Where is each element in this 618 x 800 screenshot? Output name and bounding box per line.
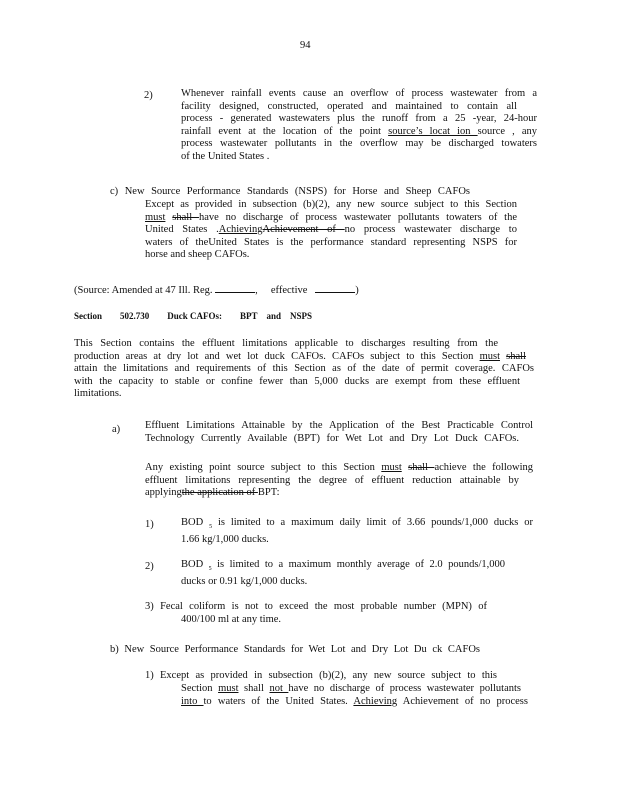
limit-3 (145, 601, 487, 626)
text-line: Except as provided in subsection (b)(2), any new source subject to this Section (145, 199, 517, 210)
subsection-a-paragraph (145, 462, 533, 500)
subsection-c-paragraph (145, 199, 517, 262)
limit-2 (181, 559, 505, 588)
text-line: Whenever rainfall events cause an overflow of process wastewater from a (181, 88, 537, 99)
text-line: process - generated wastewaters plus the runoff from a 25 -year, 24-hour (181, 113, 537, 125)
text-line: Section must shall not have no discharge of process wastewater pollutants (181, 683, 521, 694)
text-line: of the United States . (181, 150, 270, 162)
text-line: rainfall event at the location of the point source’s locat ion source , any (181, 125, 537, 137)
text-line: 3) Fecal coliform is not to exceed the most probable number (MPN) of (145, 601, 487, 612)
text-line: BOD $_5$ is limited to a maximum monthly average of 2.0 pounds/1,000 (181, 559, 506, 573)
item-number: 2) (144, 90, 153, 101)
subsection-a-label: a) (112, 424, 121, 435)
limit-number: 2) (145, 561, 154, 572)
text-line: production areas at dry lot and wet lot duck CAFOs. CAFOs subject to this Section must shall (74, 350, 527, 362)
source-note: (Source: Amended at 47 Ill. Reg. , effective ) (74, 282, 359, 298)
text-line: limitations. (74, 388, 122, 400)
limit-number: 1) (145, 519, 154, 530)
page-number: 94 (300, 40, 311, 51)
text-line: horse and sheep CAFOs. (145, 249, 250, 261)
limit-1 (181, 517, 533, 546)
subsection-c-heading: c) New Source Performance Standards (NSPS) for Horse and Sheep CAFOs (110, 186, 470, 197)
blank-line (215, 282, 255, 293)
text-line: with the capacity to stable or confine fewer than 5,000 ducks are exempt from these effluent (74, 375, 520, 387)
text-line: effluent limitations representing the degree of effluent reduction attainable by (145, 474, 519, 486)
text-line: applyingthe application of BPT: (145, 487, 280, 499)
text-line: 400/100 ml at any time. (181, 613, 282, 625)
text-line: must shall have no discharge of process wastewater pollutants towaters of the (145, 211, 517, 223)
subsection-b-item-1 (145, 670, 497, 683)
text-line: into to waters of the United States. Achieving Achievement of no process (181, 695, 528, 707)
blank-line (315, 282, 355, 293)
subsection-b-item-1-cont (181, 683, 528, 708)
text-line: 1.66 kg/1,000 ducks. (181, 533, 269, 545)
text-line: facility designed, constructed, operated and maintained to contain all (181, 100, 517, 112)
text-line: attain the limitations and requirements of this Section as of the date of permit coverage. CAFOs (74, 363, 534, 375)
item-2-paragraph (181, 88, 537, 164)
text-line: BOD $_5$ is limited to a maximum daily limit of 3.66 pounds/1,000 ducks or (181, 517, 533, 531)
underlined-text: source’s locat ion (388, 125, 478, 137)
subsection-a-heading: Effluent Limitations Attainable by the Application of the Best Practicable Control Technology Currently Available (BPT) for Wet Lot and Dry Lot Duck CAFOs. (145, 420, 533, 444)
text-line: Any existing point source subject to this Section must shall achieve the following (145, 462, 534, 473)
text-line: process wastewater pollutants in the overflow may be discharged towaters (181, 138, 537, 150)
text-line: United States .AchievingAchievement of no process wastewater discharge to (145, 224, 517, 236)
text-line: ducks or 0.91 kg/1,000 ducks. (181, 575, 308, 587)
text-line: This Section contains the effluent limitations applicable to discharges resulting from the (74, 338, 498, 349)
text-line: waters of theUnited States is the performance standard representing NSPS for (145, 236, 517, 248)
subsection-b-heading: b) New Source Performance Standards for Wet Lot and Dry Lot Du ck CAFOs (110, 644, 480, 655)
text-line: 1) Except as provided in subsection (b)(2), any new source subject to this (145, 670, 497, 681)
intro-paragraph (74, 338, 534, 401)
section-heading: Section 502.730 Duck CAFOs: BPT and NSPS (74, 311, 313, 321)
